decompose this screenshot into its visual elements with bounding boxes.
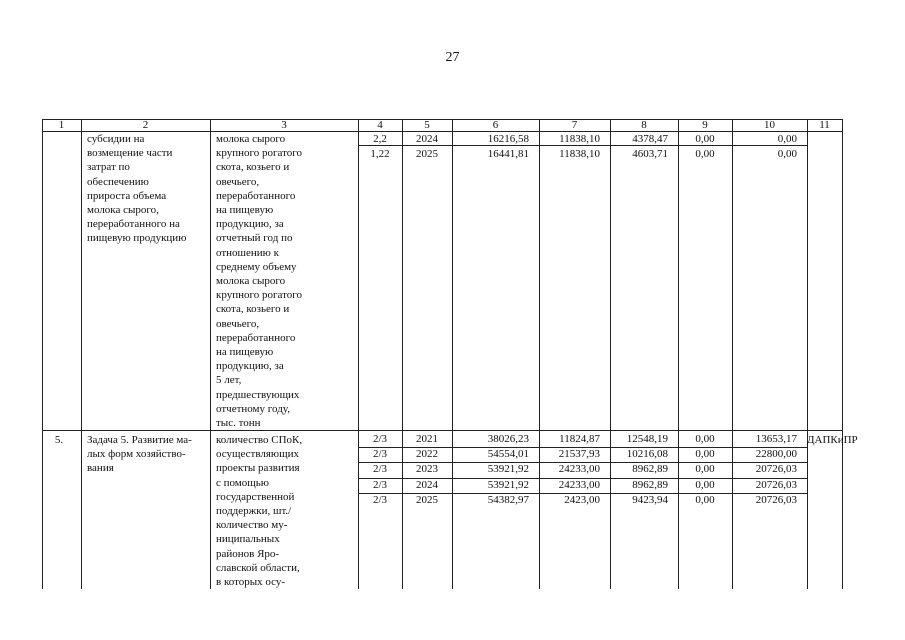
row1-c4-cell: 2,2 (373, 133, 387, 145)
row1-indicator-line: овечьего, (216, 317, 260, 330)
row2-indicator-line: количество СПоК, (216, 434, 303, 446)
row2-indicator-line: районов Яро- (216, 547, 280, 560)
row1-name-line: прироста объема (87, 189, 167, 202)
row2-indicator-line: в которых осу- (216, 576, 286, 588)
row1-indicator-line: молока сырого (216, 275, 286, 287)
row2-c8-cell: 8962,89 (632, 478, 668, 491)
row2-c5-cell: 2022 (416, 448, 438, 461)
row-separator (42, 430, 842, 431)
row2-number: 5. (54, 434, 64, 446)
row1-indicator-line: среднему объему (216, 260, 297, 273)
row1-name-line: переработанного на (87, 218, 180, 231)
row2-c4-cell: 2/3 (372, 463, 388, 476)
row2-c5-cell: 2024 (416, 478, 438, 491)
row2-c4-cell: 2/3 (372, 493, 388, 506)
header-cell-7: 7 (571, 119, 578, 131)
row1-name-line: молока сырого, (87, 204, 159, 216)
row2-c10-cell: 20726,03 (755, 463, 797, 476)
row1-name-line: возмещение части (87, 147, 173, 160)
row1-c9-cell: 0,00 (695, 147, 715, 160)
row1-c6-cell: 16216,58 (487, 133, 529, 145)
header-cell-2: 2 (142, 119, 149, 131)
column-border (610, 119, 611, 589)
row1-c7-cell: 11838,10 (559, 147, 600, 160)
header-cell-4: 4 (377, 119, 383, 131)
column-border (81, 119, 82, 589)
row1-name-line: субсидии на (87, 133, 145, 145)
row2-name-line: вания (87, 462, 114, 475)
row2-c6-cell: 54554,01 (487, 448, 529, 461)
row1-indicator-line: тыс. тонн (216, 417, 261, 429)
header-cell-6: 6 (492, 119, 499, 131)
budget-table (42, 119, 858, 589)
row2-c6-cell: 53921,92 (487, 478, 529, 491)
column-border (210, 119, 211, 589)
row1-c7-cell: 11838,10 (559, 133, 600, 145)
column-border (42, 119, 43, 589)
row2-executor: ДАПКиПР (807, 434, 858, 446)
row1-indicator-line: отчетный год по (216, 232, 293, 245)
row1-indicator-line: крупного рогатого (216, 289, 302, 302)
row2-c9-cell: 0,00 (695, 433, 715, 445)
row2-c10-cell: 13653,17 (755, 433, 797, 445)
page-number: 27 (445, 50, 460, 65)
row2-c9-cell: 0,00 (695, 493, 715, 506)
row2-c8-cell: 8962,89 (632, 463, 668, 476)
row1-name-line: обеспечению (87, 175, 149, 188)
row2-c6-cell: 38026,23 (487, 433, 529, 445)
column-border (807, 119, 808, 589)
row2-c9-cell: 0,00 (695, 463, 715, 476)
row2-c5-cell: 2025 (416, 493, 438, 506)
row1-indicator-line: скота, козьего и (216, 303, 290, 316)
row1-indicator-line: отчетному году, (216, 402, 290, 415)
row1-indicator-line: крупного рогатого (216, 147, 302, 160)
row1-c5-cell: 2024 (416, 133, 438, 145)
row2-name-line: лых форм хозяйство- (87, 448, 186, 461)
row2-indicator-line: с помощью (216, 476, 269, 489)
row2-c10-cell: 22800,00 (755, 448, 797, 461)
row2-c7-cell: 24233,00 (558, 463, 600, 476)
row1-c10-cell: 0,00 (777, 147, 797, 160)
row1-indicator-line: продукцию, за (216, 360, 284, 373)
row2-c6-cell: 53921,92 (487, 463, 529, 476)
row2-c8-cell: 9423,94 (632, 493, 668, 506)
row2-name-line: Задача 5. Развитие ма- (87, 434, 192, 446)
executor-top-border (807, 430, 842, 431)
row2-c7-cell: 21537,93 (558, 448, 600, 461)
row2-c10-cell: 20726,03 (755, 493, 797, 506)
row2-indicator-line: славской области, (216, 561, 300, 574)
row1-name-line: затрат по (87, 161, 130, 174)
row2-c7-cell: 24233,00 (558, 478, 600, 491)
column-border (402, 119, 403, 589)
row1-indicator-line: молока сырого (216, 133, 286, 145)
row2-indicator-line: поддержки, шт./ (216, 505, 292, 517)
header-cell-10: 10 (764, 119, 775, 131)
header-cell-3: 3 (281, 119, 287, 131)
column-border (732, 119, 733, 589)
row2-c5-cell: 2023 (416, 463, 438, 476)
row2-c9-cell: 0,00 (695, 478, 715, 491)
row2-c5-cell: 2021 (416, 433, 438, 445)
row2-c7-cell: 2423,00 (564, 493, 600, 506)
row2-c4-cell: 2/3 (372, 433, 388, 445)
row2-indicator-line: количество му- (216, 519, 288, 532)
column-border (452, 119, 453, 589)
column-border (539, 119, 540, 589)
row1-indicator-line: продукцию, за (216, 218, 284, 231)
row1-indicator-line: на пищевую (216, 204, 274, 216)
row2-c10-cell: 20726,03 (755, 478, 797, 491)
row1-indicator-line: скота, козьего и (216, 161, 290, 174)
row1-c10-cell: 0,00 (777, 133, 797, 145)
row1-c4-cell: 1,22 (370, 147, 390, 160)
row1-c9-cell: 0,00 (695, 133, 715, 145)
row2-indicator-line: осуществляющих (216, 448, 299, 461)
column-border (842, 119, 843, 589)
row2-c4-cell: 2/3 (372, 448, 388, 461)
row1-indicator-line: на пищевую (216, 346, 274, 358)
column-border (358, 119, 359, 589)
row1-c5-cell: 2025 (416, 147, 438, 160)
header-cell-1: 1 (58, 119, 65, 131)
column-border (678, 119, 679, 589)
row2-c6-cell: 54382,97 (487, 493, 529, 506)
row1-indicator-line: овечьего, (216, 175, 260, 188)
row1-c8-cell: 4603,71 (632, 147, 668, 160)
row1-indicator-line: предшествующих (216, 388, 300, 401)
row2-indicator-line: государственной (216, 490, 295, 503)
header-cell-8: 8 (641, 119, 647, 131)
header-cell-5: 5 (424, 119, 430, 131)
row2-c8-cell: 10216,08 (626, 448, 668, 461)
row2-c7-cell: 11824,87 (559, 433, 600, 445)
row1-indicator-line: отношению к (216, 246, 279, 259)
row2-c4-cell: 2/3 (372, 478, 388, 491)
row1-indicator-line: 5 лет, (216, 374, 242, 387)
row2-indicator-line: ниципальных (216, 533, 280, 546)
row1-c8-cell: 4378,47 (632, 133, 668, 145)
row2-c8-cell: 12548,19 (626, 433, 668, 445)
row1-c6-cell: 16441,81 (487, 147, 529, 160)
row2-c9-cell: 0,00 (695, 448, 715, 461)
row1-indicator-line: переработанного (216, 189, 296, 202)
header-cell-9: 9 (702, 119, 708, 131)
row1-indicator-line: переработанного (216, 331, 296, 344)
header-cell-11: 11 (819, 119, 830, 131)
row2-indicator-line: проекты развития (216, 462, 300, 475)
row1-name-line: пищевую продукцию (87, 232, 187, 245)
